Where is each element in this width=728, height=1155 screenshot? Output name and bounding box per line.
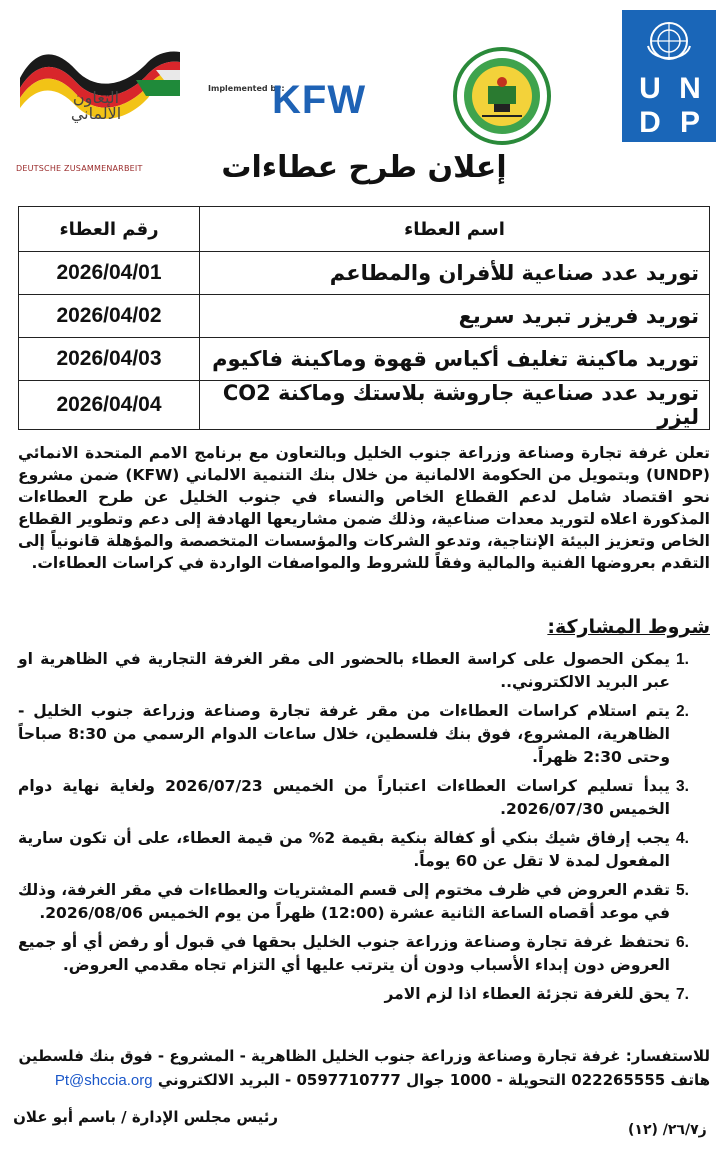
item-text: يبدأ تسليم كراسات العطاءات اعتباراً من الخميس 2026/07/23 ولغاية نهاية دوام الخميس 2026/07/30. bbox=[18, 777, 670, 818]
tender-number: 2026/04/02 bbox=[19, 295, 200, 338]
tender-number: 2026/04/01 bbox=[19, 252, 200, 295]
undp-letter-d: D bbox=[639, 106, 661, 139]
item-number: 1. bbox=[676, 651, 689, 668]
item-text: يحق للغرفة تجزئة العطاء اذا لزم الامر bbox=[384, 985, 670, 1003]
tender-name: توريد ماكينة تغليف أكياس قهوة وماكينة فاكيوم bbox=[200, 338, 710, 381]
implemented-by-label: Implemented by: bbox=[208, 84, 285, 93]
un-emblem-icon bbox=[640, 16, 698, 70]
tender-name: توريد عدد صناعية جاروشة بلاستك وماكنة CO2 ليزر bbox=[200, 381, 710, 430]
conditions-list bbox=[18, 648, 710, 1012]
tender-name: توريد فريزر تبريد سريع bbox=[200, 295, 710, 338]
item-number: 7. bbox=[676, 986, 689, 1003]
column-header-number: رقم العطاء bbox=[19, 207, 200, 252]
tender-number: 2026/04/03 bbox=[19, 338, 200, 381]
signature: رئيس مجلس الإدارة / باسم أبو علان bbox=[13, 1108, 278, 1126]
tenders-table bbox=[18, 206, 710, 430]
intro-paragraph: تعلن غرفة تجارة وصناعة وزراعة جنوب الخليل وبالتعاون مع برنامج الامم المتحدة الانمائي (UNDP) وبتمويل من الحكومة الالمانية من خلال بنك التنمية الالماني (KFW) ضمن مشروع نحو اقتصاد شامل لدعم القطاع الخاص والنساء في جنوب الخليل عن طرح العطاءات المذكورة اعلاه لتوريد معدات صناعية، وذلك ضمن مشاريعها الهادفة إلى دعم وتطوير القطاع الخاص وتعزيز البيئة الإنتاجية، وتدعو الشركات والمؤسسات المتخصصة والمؤهلة قانونياً إلى التقدم بعروضها الفنية والمالية وفقاً للشروط والمواصفات الواردة في كراسات العطاءات. bbox=[18, 444, 710, 572]
item-text: يجب إرفاق شيك بنكي أو كفالة بنكية بقيمة 2% من قيمة العطاء، على أن تكون سارية المفعول لمدة لا تقل عن 60 يوماً. bbox=[18, 829, 671, 870]
list-item bbox=[18, 827, 710, 873]
reference-number: ز٢٦/٧/ (١٢) bbox=[628, 1122, 707, 1138]
list-item bbox=[18, 700, 710, 769]
table-row bbox=[19, 338, 710, 381]
contact-info bbox=[18, 1044, 710, 1093]
undp-letter-p: P bbox=[679, 106, 700, 139]
list-item bbox=[18, 983, 710, 1006]
tender-name: توريد عدد صناعية للأفران والمطاعم bbox=[200, 252, 710, 295]
item-text: يتم استلام كراسات العطاءات من مقر غرفة تجارة وصناعة وزراعة جنوب الخليل - الظاهرية، المشروع، فوق بنك فلسطين، خلال ساعات الدوام الرسمي من 8:30 صباحاً وحتى 2:30 ظهراً. bbox=[18, 702, 670, 766]
chamber-seal-icon bbox=[452, 46, 552, 146]
german-logo-latin-text: DEUTSCHE ZUSAMMENARBEIT bbox=[16, 164, 143, 173]
item-number: 5. bbox=[676, 882, 689, 899]
item-text: تقدم العروض في ظرف مختوم إلى قسم المشتريات والعطاءات في مقر الغرفة، وذلك في موعد أقصاه الساعة الثانية عشرة (12:00) ظهراً من يوم الخميس 2026/08/06. bbox=[18, 881, 670, 922]
list-item bbox=[18, 775, 710, 821]
column-header-name: اسم العطاء bbox=[200, 207, 710, 252]
item-number: 2. bbox=[676, 703, 689, 720]
contact-phone-text: هاتف 022265555 التحويلة - 1000 جوال 0597710777 - البريد الالكتروني bbox=[157, 1071, 710, 1089]
contact-address: للاستفسار: غرفة تجارة وصناعة وزراعة جنوب الخليل الظاهرية - المشروع - فوق بنك فلسطين bbox=[18, 1047, 710, 1065]
german-cooperation-logo bbox=[16, 40, 186, 173]
kfw-logo bbox=[206, 74, 376, 124]
undp-logo bbox=[622, 10, 716, 142]
page-title: إعلان طرح عطاءات bbox=[221, 150, 507, 185]
tender-number: 2026/04/04 bbox=[19, 381, 200, 430]
item-number: 3. bbox=[676, 778, 689, 795]
list-item bbox=[18, 648, 710, 694]
undp-letter-u: U bbox=[639, 72, 661, 105]
item-text: تحتفظ غرفة تجارة وصناعة وزراعة جنوب الخليل بحقها في قبول أو رفض أي أو جميع العروض دون إبداء الأسباب ودون أن يترتب عليها أي التزام تجاه مقدمي العروض. bbox=[18, 933, 670, 974]
item-number: 4. bbox=[676, 830, 689, 847]
item-text: يمكن الحصول على كراسة العطاء بالحضور الى مقر الغرفة التجارية في الظاهرية او عبر البريد الالكتروني.. bbox=[18, 650, 670, 691]
table-row bbox=[19, 381, 710, 430]
undp-letter-n: N bbox=[679, 72, 701, 105]
contact-phones bbox=[18, 1068, 710, 1093]
table-row bbox=[19, 252, 710, 295]
table-row bbox=[19, 295, 710, 338]
item-number: 6. bbox=[676, 934, 689, 951]
table-header-row bbox=[19, 207, 710, 252]
kfw-wordmark: KFW bbox=[272, 78, 367, 122]
conditions-heading: شروط المشاركة: bbox=[547, 616, 710, 638]
contact-email-link[interactable]: Pt@shccia.org bbox=[54, 1072, 153, 1089]
list-item bbox=[18, 879, 710, 925]
german-logo-arabic-text: التعاون الألماني bbox=[70, 88, 122, 123]
list-item bbox=[18, 931, 710, 977]
